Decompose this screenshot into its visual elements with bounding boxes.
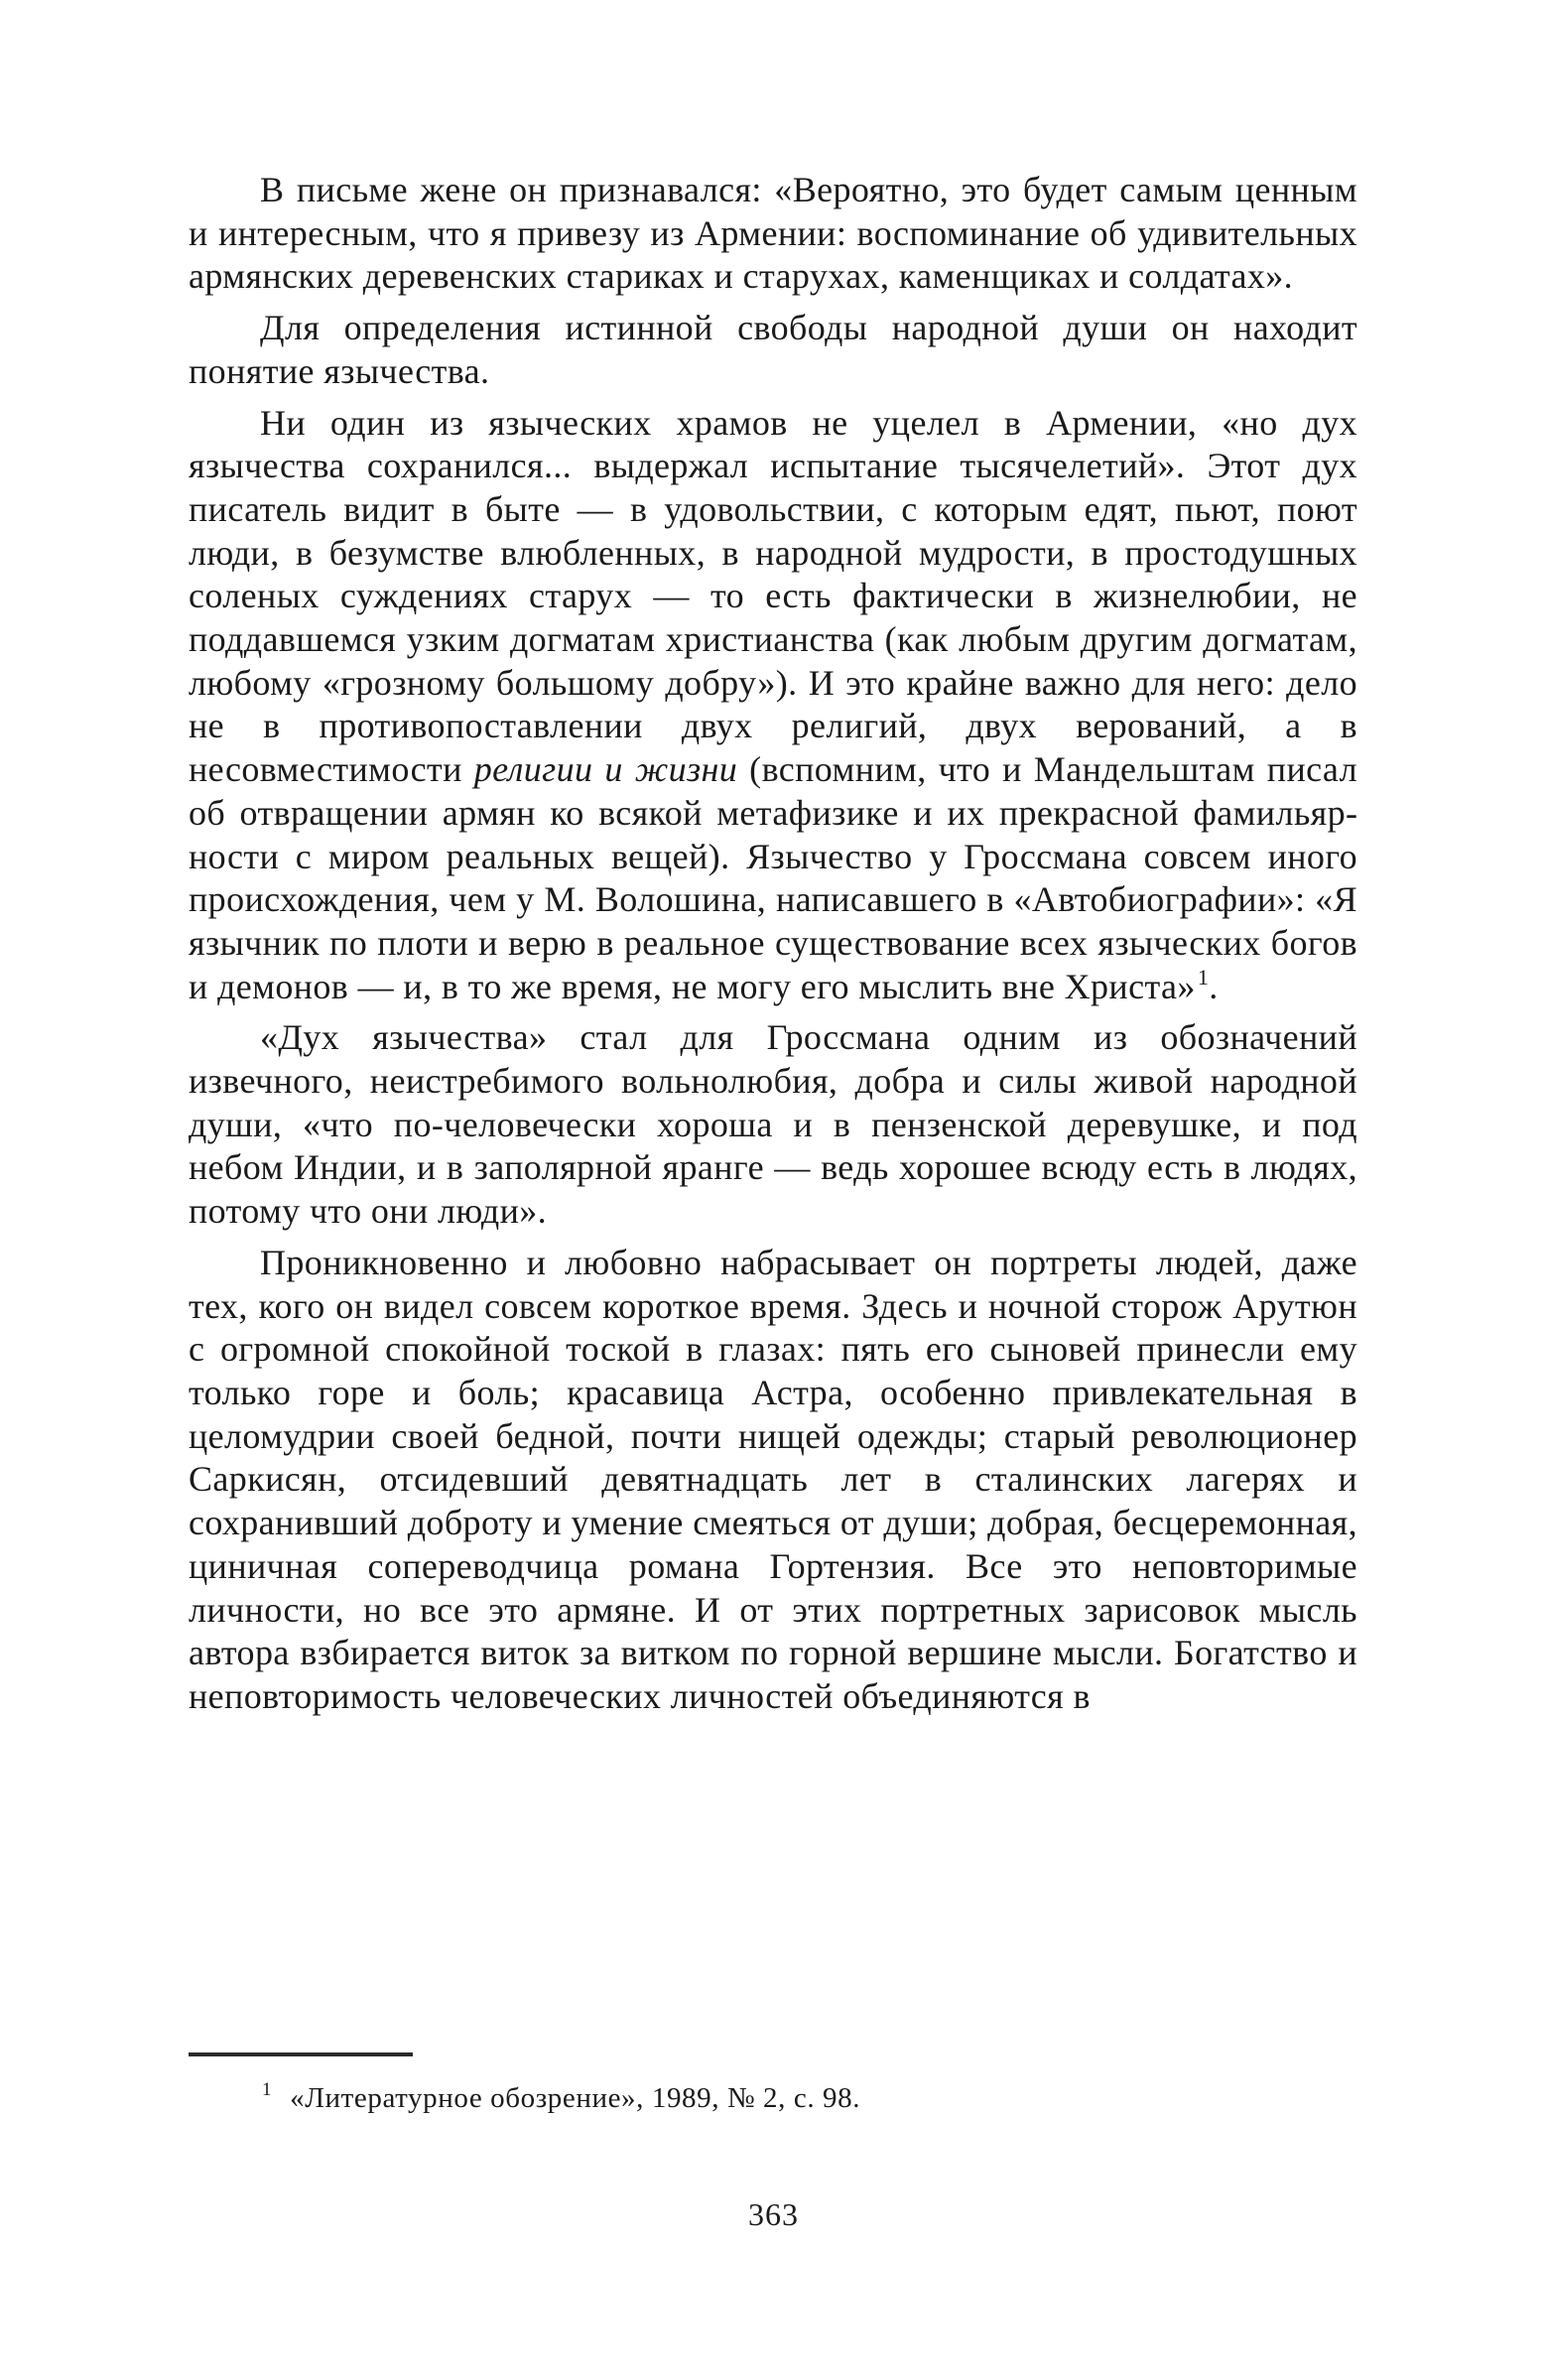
footnote-reference[interactable]: 1 (1197, 964, 1210, 990)
paragraph-2: Для определения истинной свободы народной души он находит понятие язычества. (189, 308, 1357, 391)
paragraph-3-part-1: Ни один из языческих храмов не уцелел в Армении, «но дух язычества сохранился... выдержал испытание тысячелетий». Этот дух писатель видит в быте — в удовольствии, с которым едят, пьют, поют люди, в безумстве влюбленных, в народной мудрости, в простодушных соленых суждениях старух — то есть фактически в жизнелюбии, не поддавшемся узким догматам христианства (как любым другим догматам, любому «грозному большому добру»). И это крайне важно для него: дело не в противопоставлении двух религий, двух верований, а в несовместимости (189, 402, 1357, 790)
paragraph-3-end: . (1209, 966, 1219, 1006)
footnote-separator (189, 2052, 413, 2056)
paragraph-3-part-2: (вспомним, что и Мандельштам писал об отвращении армян ко всякой метафизике и их прекрасной фамильярности с миром реальных вещей). Язычество у Гроссмана совсем иного происхождения, чем у М. Волошина, написавшего в «Автобиографии»: «Я язычник по плоти и верю в реальное существование всех языческих богов и демонов — и, в то же время, не могу его мыслить вне Христа» (189, 749, 1357, 1006)
paragraph-4: «Дух язычества» стал для Гроссмана одним из обозначений извечного, неистребимого вольнолюбия, добра и силы живой народной души, «что по-человечески хороша и в пензенской деревушке, и под небом Индии, и в заполярной яранге — ведь хорошее всюду есть в людях, потому что они люди». (189, 1017, 1357, 1232)
footnote-marker: 1 (262, 2079, 273, 2100)
body-text (189, 169, 1357, 1727)
footnote-text: «Литературное обозрение», 1989, № 2, с. 98. (290, 2082, 861, 2114)
paragraph-5: Проникновенно и любовно набрасывает он портреты людей, даже тех, кого он видел совсем короткое время. Здесь и ночной сторож Арутюн с огромной спокойной тоской в глазах: пять его сыновей принесли ему только горе и боль; красавица Астра, особенно привлекательная в целомудрии своей бедной, почти нищей одежды; старый революционер Саркисян, отсидевший девятнадцать лет в сталинских лагерях и сохранивший доброту и умение смеяться от души; добрая, бесцеремонная, циничная сопереводчица романа Гортензия. Все это неповторимые личности, но все это армяне. И от этих портретных зарисовок мысль автора взбирается виток за витком по горной вершине мысли. Богатство и неповторимость человеческих личностей объединяются в (189, 1242, 1357, 1716)
footnote (262, 2080, 860, 2116)
paragraph-1: В письме жене он признавался: «Вероятно, это будет самым ценным и интересным, что я привезу из Армении: воспоминание об удивительных армянских деревенских стариках и старухах, каменщиках и солдатах». (189, 170, 1357, 297)
italic-phrase: религии и жизни (473, 749, 738, 790)
page-number: 363 (748, 2196, 799, 2232)
paragraph-3 (189, 402, 1357, 1009)
